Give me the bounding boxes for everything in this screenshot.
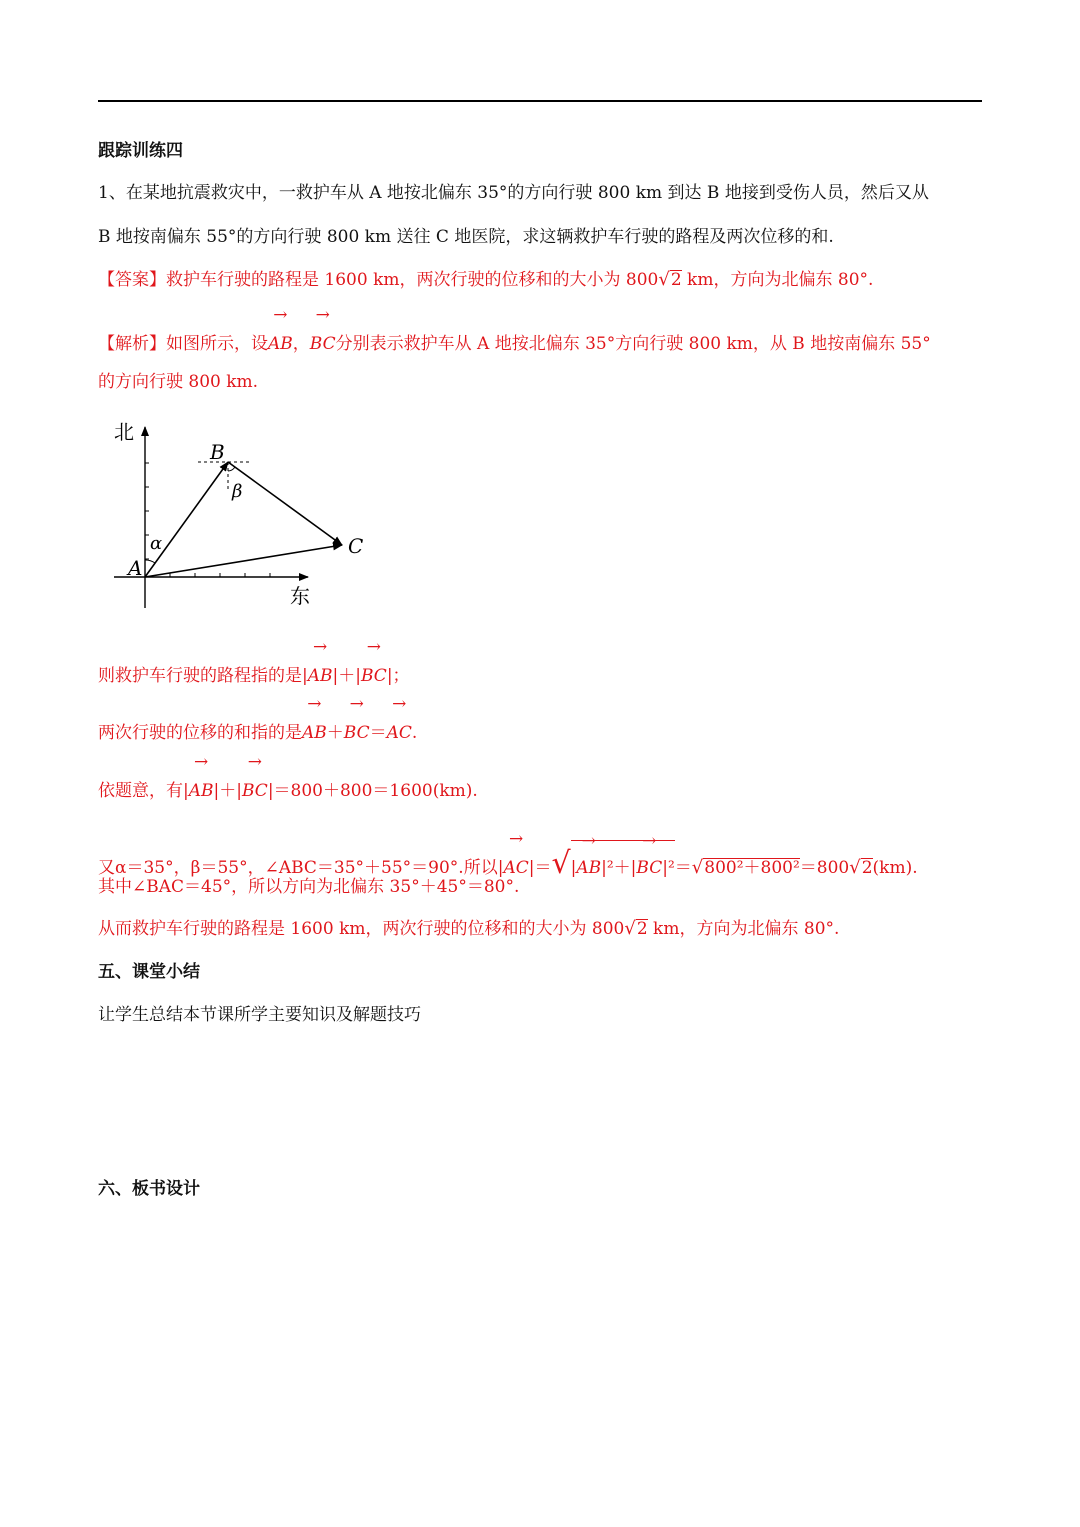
east-label: 东: [290, 584, 310, 608]
answer-radicand: 2: [670, 270, 682, 290]
step-text: |；: [386, 666, 410, 686]
step-text: 两次行驶的位移的和指的是: [98, 723, 302, 743]
question-line-2: B 地按南偏东 55°的方向行驶 800 km 送往 C 地医院，求这辆救护车行驶的路程及两次位移的和.: [98, 227, 834, 247]
sqrt-icon: √: [849, 857, 861, 878]
vector-ac: → AC: [387, 722, 412, 744]
vector-bc: → BC: [636, 859, 662, 878]
summary-text: 让学生总结本节课所学主要知识及解题技巧: [98, 1005, 421, 1025]
radicand-sum: [571, 840, 675, 878]
vector-diagram: [100, 415, 370, 615]
vector-ac: → AC: [503, 857, 528, 879]
vector-ab: → AB: [189, 780, 214, 802]
answer-text: 救护车行驶的路程是 1600 km，两次行驶的位移和的大小为 800: [166, 270, 659, 290]
vector-bc: → BC: [361, 665, 387, 687]
vector-ab: → AB: [302, 722, 327, 744]
segment-ac: [145, 545, 342, 577]
label-beta: β: [232, 481, 243, 502]
radicand-numbers: 800²＋800²: [704, 858, 800, 878]
alpha-arc: [145, 560, 155, 563]
vector-bc: → BC: [242, 780, 268, 802]
step-text: |＋|: [332, 666, 361, 686]
board-heading: 六、板书设计: [98, 1179, 200, 1199]
radicand-two: 2: [636, 919, 648, 939]
step-text: 则救护车行驶的路程指的是|: [98, 666, 308, 686]
label-alpha: α: [150, 533, 163, 554]
step-text: ＝: [369, 723, 387, 743]
step-text: km，方向为北偏东 80°.: [647, 919, 840, 939]
beta-arc: [228, 467, 235, 471]
segment-ab: [145, 462, 228, 577]
north-label: 北: [114, 420, 134, 444]
step-text: 从而救护车行驶的路程是 1600 km，两次行驶的位移和的大小为 800: [98, 919, 625, 939]
step-text: |²＋|: [601, 858, 637, 878]
practice-heading: 跟踪训练四: [98, 141, 183, 161]
answer-tag: 【答案】: [98, 270, 166, 290]
step-text: |＝800＋800＝1600(km).: [267, 781, 478, 801]
label-c: C: [348, 534, 364, 558]
radicand-two: 2: [861, 858, 873, 878]
vector-bc: → BC: [344, 722, 370, 744]
answer-text-end: km，方向为北偏东 80°.: [681, 270, 874, 290]
sqrt-icon: √: [658, 269, 670, 290]
vector-bc: → BC: [310, 333, 336, 355]
vector-ab: → AB: [308, 665, 333, 687]
sqrt-icon: √: [551, 846, 571, 881]
step-text: ＝800: [799, 858, 850, 878]
step-3: [98, 780, 478, 802]
label-b: B: [210, 440, 225, 464]
sqrt-icon: √: [691, 857, 704, 878]
header-rule: [98, 100, 982, 102]
analysis-tag: 【解析】: [98, 334, 166, 354]
step-text: (km).: [872, 858, 918, 878]
step-text: .: [411, 723, 418, 743]
analysis-text-cont: 分别表示救护车从 A 地按北偏东 35°方向行驶 800 km，从 B 地按南偏东 55°: [335, 334, 931, 354]
step-text: |: [570, 858, 577, 878]
summary-heading: 五、课堂小结: [98, 962, 200, 982]
step-text: |＋|: [213, 781, 242, 801]
analysis-line-1: 【解析】如图所示，设→ AB，→ BC分别表示救护车从 A 地按北偏东 35°方向行驶 800 km，从 B 地按南偏东 55°: [98, 333, 931, 355]
segment-bc: [228, 462, 342, 545]
vector-ab: → AB: [268, 333, 293, 355]
step-text: ＋: [326, 723, 344, 743]
step-text: ＝: [674, 858, 692, 878]
step-text: |＝: [528, 858, 552, 878]
label-a: A: [128, 556, 143, 580]
analysis-line-2: 的方向行驶 800 km.: [98, 372, 259, 392]
step-text: 依题意，有|: [98, 781, 189, 801]
analysis-text: 如图所示，设: [166, 334, 268, 354]
sqrt-icon: √: [624, 918, 636, 939]
vector-ab: → AB: [576, 859, 601, 878]
step-1: [98, 665, 410, 687]
answer-line: [98, 269, 873, 291]
step-2: [98, 722, 417, 744]
question-line-1: 1、在某地抗震救灾中，一救护车从 A 地按北偏东 35°的方向行驶 800 km 到达 B 地接到受伤人员，然后又从: [98, 183, 929, 203]
step-5: 其中∠BAC＝45°，所以方向为北偏东 35°＋45°＝80°.: [98, 877, 520, 897]
step-text: |²: [662, 858, 675, 878]
step-text: 又α＝35°，β＝55°，∠ABC＝35°＋55°＝90°.所以|: [98, 858, 504, 878]
step-4: [98, 840, 918, 879]
step-6: [98, 918, 839, 940]
